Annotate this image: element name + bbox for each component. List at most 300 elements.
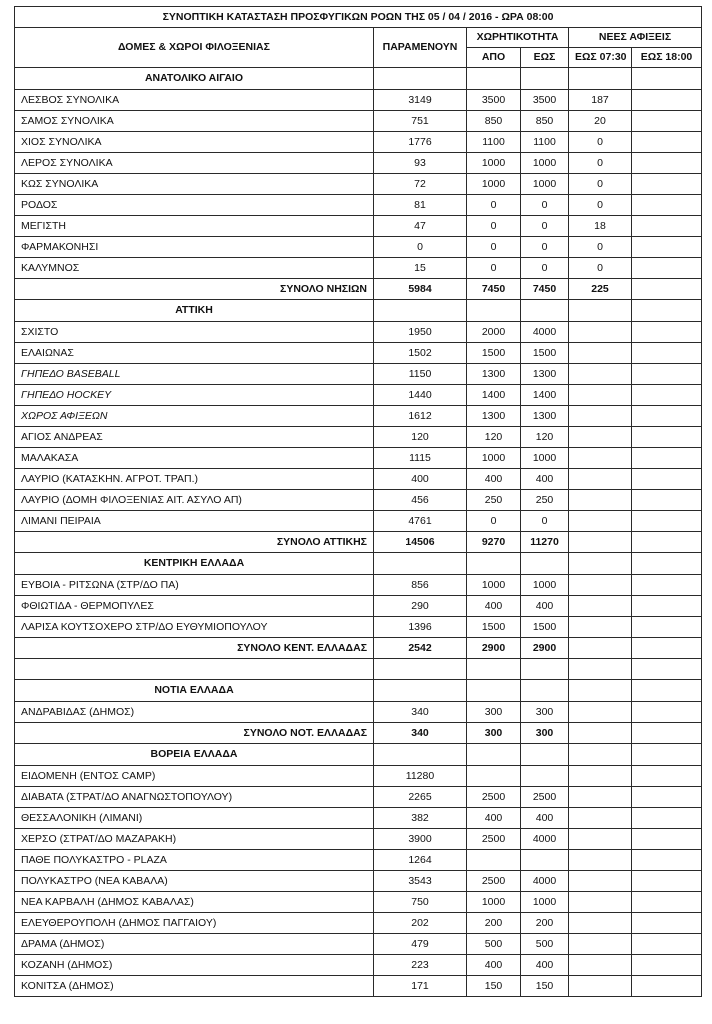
cell-from: 3500 <box>467 90 521 111</box>
cell-a1800 <box>632 364 702 385</box>
empty-cell <box>569 744 632 766</box>
cell-a1800 <box>632 766 702 787</box>
cell-a0730 <box>569 427 632 448</box>
cell-a1800 <box>632 892 702 913</box>
cell-to: 300 <box>521 702 569 723</box>
total-a0730 <box>569 723 632 744</box>
cell-a0730 <box>569 766 632 787</box>
cell-remaining: 1950 <box>374 322 467 343</box>
section-title: ΒΟΡΕΙΑ ΕΛΛΑΔΑ <box>15 744 374 766</box>
cell-remaining: 171 <box>374 976 467 997</box>
facility-name: ΜΕΓΙΣΤΗ <box>15 216 374 237</box>
cell-a0730 <box>569 892 632 913</box>
cell-from: 1000 <box>467 448 521 469</box>
cell-a0730 <box>569 469 632 490</box>
table-row <box>15 111 702 132</box>
cell-from: 1300 <box>467 364 521 385</box>
cell-a0730 <box>569 955 632 976</box>
total-from: 7450 <box>467 279 521 300</box>
cell-a1800 <box>632 90 702 111</box>
cell-to: 0 <box>521 258 569 279</box>
section-title: ΚΕΝΤΡΙΚΗ ΕΛΛΑΔΑ <box>15 553 374 575</box>
cell-remaining: 456 <box>374 490 467 511</box>
total-from: 9270 <box>467 532 521 553</box>
cell-a0730: 0 <box>569 132 632 153</box>
facility-name: ΓΗΠΕΔΟ HOCKEY <box>15 385 374 406</box>
empty-cell <box>467 68 521 90</box>
cell-remaining: 340 <box>374 702 467 723</box>
total-remaining: 340 <box>374 723 467 744</box>
cell-remaining: 750 <box>374 892 467 913</box>
total-remaining: 2542 <box>374 638 467 659</box>
cell-from: 1500 <box>467 617 521 638</box>
header-new-arrivals: ΝΕΕΣ ΑΦΙΞΕΙΣ <box>569 28 702 48</box>
cell-from: 120 <box>467 427 521 448</box>
cell-to: 4000 <box>521 322 569 343</box>
cell-to: 1100 <box>521 132 569 153</box>
header-capacity-from: ΑΠΟ <box>467 48 521 68</box>
facility-name: ΛΑΥΡΙΟ (ΔΟΜΗ ΦΙΛΟΞΕΝΙΑΣ ΑΙΤ. ΑΣΥΛΟ ΑΠ) <box>15 490 374 511</box>
empty-cell <box>374 68 467 90</box>
table-row <box>15 913 702 934</box>
total-label: ΣΥΝΟΛΟ ΚΕΝΤ. ΕΛΛΑΔΑΣ <box>15 638 374 659</box>
cell-remaining: 1612 <box>374 406 467 427</box>
cell-from: 0 <box>467 258 521 279</box>
empty-cell <box>569 659 632 680</box>
cell-from: 400 <box>467 808 521 829</box>
cell-remaining: 1440 <box>374 385 467 406</box>
title-row <box>15 7 702 28</box>
cell-to: 0 <box>521 511 569 532</box>
empty-cell <box>374 680 467 702</box>
table-row <box>15 343 702 364</box>
cell-from: 300 <box>467 702 521 723</box>
cell-remaining: 2265 <box>374 787 467 808</box>
cell-a0730 <box>569 934 632 955</box>
cell-from: 400 <box>467 955 521 976</box>
cell-from <box>467 766 521 787</box>
cell-a0730 <box>569 702 632 723</box>
facility-name: ΛΑΡΙΣΑ ΚΟΥΤΣΟΧΕΡΟ ΣΤΡ/ΔΟ ΕΥΘΥΜΙΟΠΟΥΛΟΥ <box>15 617 374 638</box>
cell-from: 200 <box>467 913 521 934</box>
table-row <box>15 766 702 787</box>
cell-a1800 <box>632 490 702 511</box>
cell-from: 850 <box>467 111 521 132</box>
cell-a1800 <box>632 871 702 892</box>
cell-a0730 <box>569 829 632 850</box>
cell-a0730 <box>569 385 632 406</box>
empty-cell <box>569 300 632 322</box>
table-row <box>15 596 702 617</box>
empty-cell <box>374 659 467 680</box>
cell-a0730 <box>569 364 632 385</box>
cell-from: 0 <box>467 195 521 216</box>
table-row <box>15 448 702 469</box>
cell-a0730 <box>569 596 632 617</box>
empty-cell <box>521 680 569 702</box>
cell-remaining: 93 <box>374 153 467 174</box>
empty-cell <box>569 680 632 702</box>
cell-remaining: 3149 <box>374 90 467 111</box>
empty-cell <box>569 553 632 575</box>
cell-a0730 <box>569 787 632 808</box>
cell-to: 1500 <box>521 617 569 638</box>
cell-to: 200 <box>521 913 569 934</box>
header-capacity-to: ΕΩΣ <box>521 48 569 68</box>
cell-from: 500 <box>467 934 521 955</box>
facility-name: ΚΩΣ ΣΥΝΟΛΙΚΑ <box>15 174 374 195</box>
empty-cell <box>632 680 702 702</box>
empty-cell <box>569 68 632 90</box>
empty-cell <box>467 659 521 680</box>
cell-remaining: 751 <box>374 111 467 132</box>
total-a1800 <box>632 279 702 300</box>
table-row <box>15 322 702 343</box>
total-remaining: 14506 <box>374 532 467 553</box>
table-row <box>15 787 702 808</box>
report-title: ΣΥΝΟΠΤΙΚΗ ΚΑΤΑΣΤΑΣΗ ΠΡΟΣΦΥΓΙΚΩΝ ΡΟΩΝ ΤΗΣ 05 / 04 / 2016 - ΩΡΑ 08:00 <box>15 7 702 28</box>
cell-a0730 <box>569 322 632 343</box>
total-from: 2900 <box>467 638 521 659</box>
cell-a0730: 0 <box>569 153 632 174</box>
cell-to: 4000 <box>521 871 569 892</box>
facility-name: ΦΘΙΩΤΙΔΑ - ΘΕΡΜΟΠΥΛΕΣ <box>15 596 374 617</box>
cell-a1800 <box>632 111 702 132</box>
table-row <box>15 216 702 237</box>
facility-name: ΛΕΡΟΣ ΣΥΝΟΛΙΚΑ <box>15 153 374 174</box>
empty-cell <box>632 553 702 575</box>
section-total-row <box>15 723 702 744</box>
table-row <box>15 427 702 448</box>
table-row <box>15 237 702 258</box>
table-row <box>15 871 702 892</box>
cell-a1800 <box>632 237 702 258</box>
cell-a0730 <box>569 913 632 934</box>
empty-cell <box>521 300 569 322</box>
empty-cell <box>632 659 702 680</box>
cell-remaining: 1502 <box>374 343 467 364</box>
cell-a1800 <box>632 976 702 997</box>
empty-cell <box>374 744 467 766</box>
cell-a0730: 0 <box>569 258 632 279</box>
cell-remaining: 1776 <box>374 132 467 153</box>
cell-from: 2500 <box>467 871 521 892</box>
facility-name: ΚΟΝΙΤΣΑ (ΔΗΜΟΣ) <box>15 976 374 997</box>
total-label: ΣΥΝΟΛΟ ΝΟΤ. ΕΛΛΑΔΑΣ <box>15 723 374 744</box>
cell-from: 400 <box>467 469 521 490</box>
facility-name: ΧΕΡΣΟ (ΣΤΡΑΤ/ΔΟ ΜΑΖΑΡΑΚΗ) <box>15 829 374 850</box>
cell-remaining: 81 <box>374 195 467 216</box>
cell-a1800 <box>632 448 702 469</box>
cell-a1800 <box>632 808 702 829</box>
table-row <box>15 511 702 532</box>
cell-a1800 <box>632 850 702 871</box>
table-row <box>15 808 702 829</box>
header-arrivals-0730: ΕΩΣ 07:30 <box>569 48 632 68</box>
facility-name: ΚΑΛΥΜΝΟΣ <box>15 258 374 279</box>
section-title: ΝΟΤΙΑ ΕΛΛΑΔΑ <box>15 680 374 702</box>
table-row <box>15 153 702 174</box>
empty-cell <box>467 300 521 322</box>
empty-cell <box>467 680 521 702</box>
cell-a1800 <box>632 258 702 279</box>
cell-to: 1000 <box>521 174 569 195</box>
table-row <box>15 702 702 723</box>
cell-remaining: 1396 <box>374 617 467 638</box>
facility-name: ΛΙΜΑΝΙ ΠΕΙΡΑΙΑ <box>15 511 374 532</box>
cell-a0730 <box>569 406 632 427</box>
facility-name: ΔΡΑΜΑ (ΔΗΜΟΣ) <box>15 934 374 955</box>
cell-remaining: 72 <box>374 174 467 195</box>
table-row <box>15 385 702 406</box>
cell-from: 0 <box>467 216 521 237</box>
cell-a0730: 0 <box>569 174 632 195</box>
table-row <box>15 934 702 955</box>
cell-remaining: 479 <box>374 934 467 955</box>
cell-to: 1000 <box>521 892 569 913</box>
section-header-row <box>15 300 702 322</box>
cell-from: 2000 <box>467 322 521 343</box>
cell-from: 1000 <box>467 892 521 913</box>
cell-a0730 <box>569 575 632 596</box>
empty-cell <box>374 300 467 322</box>
section-title: ΑΤΤΙΚΗ <box>15 300 374 322</box>
cell-a0730 <box>569 511 632 532</box>
table-row <box>15 364 702 385</box>
empty-cell <box>467 553 521 575</box>
facility-name: ΣΧΙΣΤΟ <box>15 322 374 343</box>
refugee-flows-report-table <box>14 6 702 997</box>
section-total-row <box>15 532 702 553</box>
cell-a0730 <box>569 808 632 829</box>
cell-a0730 <box>569 871 632 892</box>
facility-name: ΓΗΠΕΔΟ BASEBALL <box>15 364 374 385</box>
empty-cell <box>632 300 702 322</box>
cell-from <box>467 850 521 871</box>
empty-cell <box>15 659 374 680</box>
cell-to: 250 <box>521 490 569 511</box>
header-facilities: ΔΟΜΕΣ & ΧΩΡΟΙ ΦΙΛΟΞΕΝΙΑΣ <box>15 28 374 68</box>
cell-a1800 <box>632 385 702 406</box>
cell-to: 1400 <box>521 385 569 406</box>
cell-a0730: 0 <box>569 195 632 216</box>
table-row <box>15 850 702 871</box>
cell-to: 0 <box>521 237 569 258</box>
cell-a1800 <box>632 596 702 617</box>
empty-cell <box>521 744 569 766</box>
facility-name: ΑΝΔΡΑΒΙΔΑΣ (ΔΗΜΟΣ) <box>15 702 374 723</box>
cell-a0730: 0 <box>569 237 632 258</box>
section-total-row <box>15 638 702 659</box>
table-row <box>15 575 702 596</box>
table-row <box>15 406 702 427</box>
report-body <box>15 68 702 997</box>
total-a1800 <box>632 532 702 553</box>
facility-name: ΕΛΑΙΩΝΑΣ <box>15 343 374 364</box>
cell-from: 2500 <box>467 787 521 808</box>
cell-remaining: 4761 <box>374 511 467 532</box>
cell-to: 0 <box>521 216 569 237</box>
cell-remaining: 223 <box>374 955 467 976</box>
cell-a1800 <box>632 617 702 638</box>
cell-a1800 <box>632 322 702 343</box>
cell-to: 400 <box>521 808 569 829</box>
facility-name: ΛΑΥΡΙΟ (ΚΑΤΑΣΚΗΝ. ΑΓΡΟΤ. ΤΡΑΠ.) <box>15 469 374 490</box>
cell-a1800 <box>632 153 702 174</box>
cell-a0730 <box>569 850 632 871</box>
cell-a0730 <box>569 490 632 511</box>
cell-a0730 <box>569 343 632 364</box>
cell-to <box>521 766 569 787</box>
section-header-row <box>15 680 702 702</box>
cell-from: 1000 <box>467 174 521 195</box>
section-header-row <box>15 744 702 766</box>
empty-cell <box>374 553 467 575</box>
facility-name: ΑΓΙΟΣ ΑΝΔΡΕΑΣ <box>15 427 374 448</box>
table-row <box>15 955 702 976</box>
cell-to: 1000 <box>521 575 569 596</box>
cell-to: 2500 <box>521 787 569 808</box>
cell-from: 1500 <box>467 343 521 364</box>
facility-name: ΧΙΟΣ ΣΥΝΟΛΙΚΑ <box>15 132 374 153</box>
section-header-row <box>15 68 702 90</box>
table-row <box>15 132 702 153</box>
facility-name: ΝΕΑ ΚΑΡΒΑΛΗ (ΔΗΜΟΣ ΚΑΒΑΛΑΣ) <box>15 892 374 913</box>
header-remaining: ΠΑΡΑΜΕΝΟΥΝ <box>374 28 467 68</box>
cell-remaining: 15 <box>374 258 467 279</box>
table-row <box>15 829 702 850</box>
cell-a1800 <box>632 934 702 955</box>
facility-name: ΔΙΑΒΑΤΑ (ΣΤΡΑΤ/ΔΟ ΑΝΑΓΝΩΣΤΟΠΟΥΛΟΥ) <box>15 787 374 808</box>
cell-a1800 <box>632 829 702 850</box>
facility-name: ΚΟΖΑΝΗ (ΔΗΜΟΣ) <box>15 955 374 976</box>
cell-from: 1100 <box>467 132 521 153</box>
cell-a0730 <box>569 617 632 638</box>
cell-remaining: 400 <box>374 469 467 490</box>
total-a1800 <box>632 638 702 659</box>
facility-name: ΕΛΕΥΘΕΡΟΥΠΟΛΗ (ΔΗΜΟΣ ΠΑΓΓΑΙΟΥ) <box>15 913 374 934</box>
total-a0730 <box>569 532 632 553</box>
cell-a1800 <box>632 469 702 490</box>
cell-from: 0 <box>467 511 521 532</box>
cell-to: 400 <box>521 955 569 976</box>
cell-to: 120 <box>521 427 569 448</box>
cell-to: 0 <box>521 195 569 216</box>
cell-remaining: 290 <box>374 596 467 617</box>
cell-from: 1000 <box>467 575 521 596</box>
total-from: 300 <box>467 723 521 744</box>
total-a0730: 225 <box>569 279 632 300</box>
table-row <box>15 90 702 111</box>
facility-name: ΧΩΡΟΣ ΑΦΙΞΕΩΝ <box>15 406 374 427</box>
cell-to: 3500 <box>521 90 569 111</box>
cell-remaining: 202 <box>374 913 467 934</box>
table-row <box>15 469 702 490</box>
section-total-row <box>15 279 702 300</box>
cell-to: 400 <box>521 596 569 617</box>
cell-a1800 <box>632 787 702 808</box>
cell-a0730 <box>569 976 632 997</box>
empty-cell <box>632 744 702 766</box>
section-title: ΑΝΑΤΟΛΙΚΟ ΑΙΓΑΙΟ <box>15 68 374 90</box>
facility-name: ΦΑΡΜΑΚΟΝΗΣΙ <box>15 237 374 258</box>
cell-from: 0 <box>467 237 521 258</box>
cell-to: 850 <box>521 111 569 132</box>
table-row <box>15 490 702 511</box>
cell-remaining: 11280 <box>374 766 467 787</box>
cell-a1800 <box>632 174 702 195</box>
header-row-1 <box>15 28 702 48</box>
facility-name: ΕΙΔΟΜΕΝΗ (ΕΝΤΟΣ CAMP) <box>15 766 374 787</box>
total-a0730 <box>569 638 632 659</box>
facility-name: ΕΥΒΟΙΑ - ΡΙΤΣΩΝΑ (ΣΤΡ/ΔΟ ΠΑ) <box>15 575 374 596</box>
header-capacity: ΧΩΡΗΤΙΚΟΤΗΤΑ <box>467 28 569 48</box>
table-row <box>15 174 702 195</box>
total-to: 11270 <box>521 532 569 553</box>
cell-to: 1000 <box>521 153 569 174</box>
section-header-row <box>15 553 702 575</box>
cell-to: 1300 <box>521 406 569 427</box>
table-row <box>15 195 702 216</box>
cell-a1800 <box>632 343 702 364</box>
blank-row <box>15 659 702 680</box>
cell-a1800 <box>632 406 702 427</box>
cell-remaining: 1150 <box>374 364 467 385</box>
facility-name: ΛΕΣΒΟΣ ΣΥΝΟΛΙΚΑ <box>15 90 374 111</box>
cell-remaining: 856 <box>374 575 467 596</box>
facility-name: ΠΑΘΕ ΠΟΛΥΚΑΣΤΡΟ - PLAZA <box>15 850 374 871</box>
cell-to: 150 <box>521 976 569 997</box>
cell-a0730: 18 <box>569 216 632 237</box>
cell-a0730: 20 <box>569 111 632 132</box>
cell-a1800 <box>632 216 702 237</box>
empty-cell <box>632 68 702 90</box>
cell-remaining: 1115 <box>374 448 467 469</box>
cell-from: 250 <box>467 490 521 511</box>
cell-remaining: 0 <box>374 237 467 258</box>
total-to: 2900 <box>521 638 569 659</box>
empty-cell <box>521 553 569 575</box>
total-to: 7450 <box>521 279 569 300</box>
cell-a0730: 187 <box>569 90 632 111</box>
cell-a1800 <box>632 195 702 216</box>
facility-name: ΣΑΜΟΣ ΣΥΝΟΛΙΚΑ <box>15 111 374 132</box>
empty-cell <box>521 659 569 680</box>
cell-to: 500 <box>521 934 569 955</box>
cell-from: 400 <box>467 596 521 617</box>
total-remaining: 5984 <box>374 279 467 300</box>
table-row <box>15 258 702 279</box>
cell-to: 4000 <box>521 829 569 850</box>
total-a1800 <box>632 723 702 744</box>
cell-remaining: 120 <box>374 427 467 448</box>
empty-cell <box>521 68 569 90</box>
table-row <box>15 976 702 997</box>
cell-remaining: 1264 <box>374 850 467 871</box>
cell-a1800 <box>632 955 702 976</box>
facility-name: ΘΕΣΣΑΛΟΝΙΚΗ (ΛΙΜΑΝΙ) <box>15 808 374 829</box>
cell-a1800 <box>632 132 702 153</box>
cell-from: 1400 <box>467 385 521 406</box>
cell-to: 400 <box>521 469 569 490</box>
facility-name: ΜΑΛΑΚΑΣΑ <box>15 448 374 469</box>
table-row <box>15 892 702 913</box>
cell-remaining: 47 <box>374 216 467 237</box>
cell-from: 1000 <box>467 153 521 174</box>
facility-name: ΠΟΛΥΚΑΣΤΡΟ (ΝΕΑ ΚΑΒΑΛΑ) <box>15 871 374 892</box>
facility-name: ΡΟΔΟΣ <box>15 195 374 216</box>
total-label: ΣΥΝΟΛΟ ΝΗΣΙΩΝ <box>15 279 374 300</box>
